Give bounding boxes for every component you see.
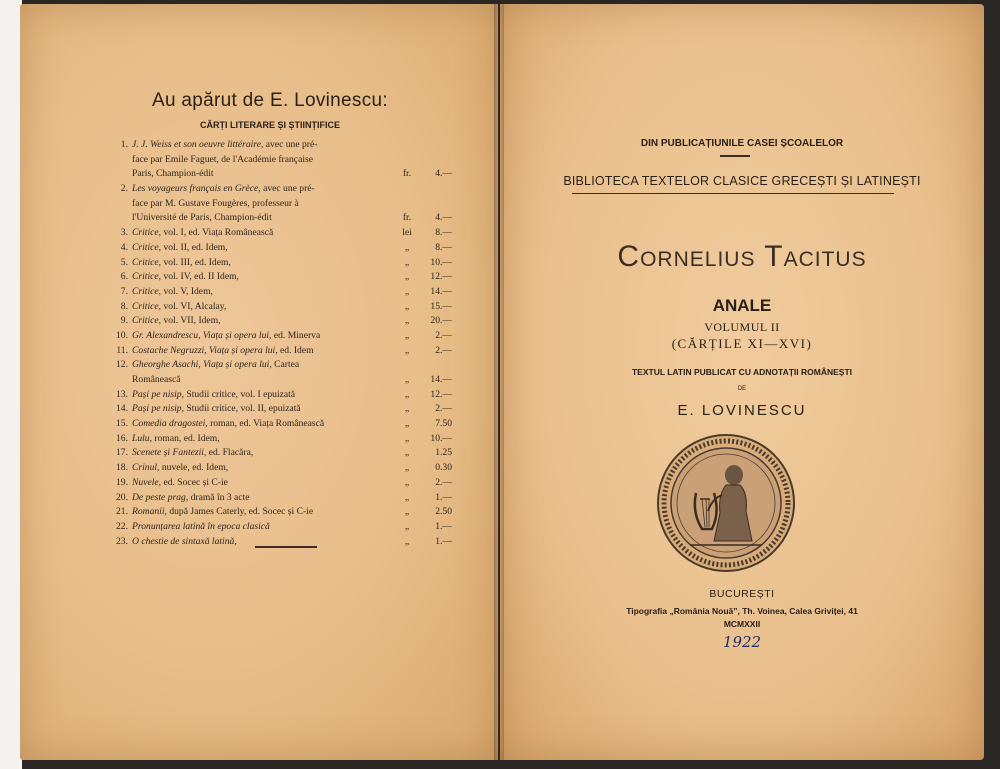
work-details: Românească [132, 374, 181, 385]
work-currency: „ [404, 520, 410, 532]
work-price: 1.— [435, 535, 452, 547]
work-number: 17. [116, 447, 128, 459]
work-title-italic: J. J. Weiss et son oeuvre littéraire, [132, 139, 264, 150]
work-details: vol. VII, Idem, [161, 315, 221, 327]
work-currency: „ [404, 256, 410, 268]
list-item [110, 476, 455, 491]
work-title-italic: Comedia dragostei, [132, 418, 208, 430]
works-list [110, 138, 455, 549]
work-title-italic: Les voyageurs français en Grèce, [132, 183, 261, 195]
list-item [110, 358, 455, 373]
work-details: vol. IV, ed. II Idem, [161, 271, 239, 283]
work-title [132, 388, 400, 403]
list-item [110, 153, 455, 168]
work-price: 15.— [430, 300, 452, 312]
list-item [110, 417, 455, 432]
list-item [110, 461, 455, 476]
work-title-italic: Pași pe nisip, [132, 403, 184, 415]
work-details: ed. Minerva [271, 329, 321, 341]
work-price: 2.— [435, 329, 452, 341]
work-title-italic: Critice, [132, 227, 162, 239]
handwritten-year: 1922 [722, 633, 762, 651]
work-number: 22. [116, 520, 128, 532]
work-title [132, 138, 400, 153]
work-number: 6. [120, 271, 128, 283]
work-title-italic: Critice, [132, 271, 162, 283]
editor-name: E. LOVINESCU [677, 402, 807, 419]
work-title-italic: Pronunțarea latină în epoca clasică [132, 520, 270, 532]
work-title [132, 153, 400, 168]
by-label: DE [737, 386, 747, 392]
work-title [132, 344, 400, 359]
left-page-title: Au apărut de E. Lovinescu: [152, 90, 388, 111]
work-title-italic: O chestie de sintaxă latină, [132, 535, 237, 547]
work-title-italic: Gheorghe Asachi, Viața și opera lui, [132, 359, 272, 371]
work-details: l'Université de Paris, Champion-édit [132, 212, 272, 224]
books-range: (CĂRȚILE XI—XVI) [671, 336, 813, 351]
library-underline [572, 193, 894, 194]
work-currency: „ [404, 271, 410, 283]
work-details: vol. II, ed. Idem, [161, 241, 228, 253]
work-number: 14. [116, 403, 128, 415]
work-title-italic: Romanii, [132, 506, 167, 518]
work-currency: „ [404, 300, 410, 312]
publisher-emblem-icon [656, 433, 796, 573]
work-title [132, 256, 400, 271]
work-price: 1.25 [435, 447, 452, 459]
work-price: 10.— [430, 256, 452, 268]
work-details: vol. III, ed. Idem, [161, 256, 231, 268]
work-details: face par Emile Faguet, de l'Académie française [132, 153, 313, 165]
work-details: face par M. Gustave Fougères, professeur à [132, 197, 299, 209]
work-number: 7. [120, 285, 128, 297]
list-item [110, 300, 455, 315]
work-details: ed. Flacăra, [206, 447, 254, 459]
work-title [132, 505, 400, 520]
work-title-italic: Nuvele, [132, 476, 162, 488]
work-title [132, 270, 400, 285]
work-currency: „ [404, 447, 410, 459]
work-title [132, 491, 400, 506]
work-number: 10. [116, 329, 128, 341]
work-price: 0.30 [435, 462, 452, 474]
work-details: Paris, Champion-édit [132, 168, 214, 180]
work-number: 12. [116, 359, 128, 371]
list-item [110, 344, 455, 359]
work-price: 1.— [435, 520, 452, 532]
work-price: 2.— [435, 403, 452, 415]
work-title [132, 226, 400, 241]
work-price: 8.— [435, 241, 452, 253]
list-item [110, 270, 455, 285]
work-number: 3. [120, 227, 128, 239]
list-item [110, 520, 455, 535]
list-item [110, 329, 455, 344]
work-currency: „ [404, 403, 410, 415]
work-number: 8. [120, 300, 128, 312]
work-number: 15. [116, 418, 128, 430]
list-item [110, 505, 455, 520]
work-number: 11. [116, 344, 128, 356]
work-currency: „ [404, 506, 410, 518]
publication-city: BUCUREȘTI [709, 588, 775, 600]
edition-note: TEXTUL LATIN PUBLICAT CU ADNOTAȚII ROMÂNEȘTI [631, 367, 853, 377]
work-title-italic: Critice, [132, 315, 162, 327]
work-number: 9. [120, 315, 128, 327]
list-item [110, 167, 455, 182]
work-price: 2.50 [435, 506, 452, 518]
work-title [132, 446, 400, 461]
list-item [110, 402, 455, 417]
work-price: 4.— [435, 168, 452, 180]
work-title [132, 358, 400, 373]
work-details: Studii critice, vol. II, epuizată [183, 403, 301, 415]
work-number: 5. [120, 256, 128, 268]
work-title-italic: Lulu, [132, 432, 152, 444]
list-item [110, 256, 455, 271]
work-currency: „ [404, 285, 410, 297]
list-item [110, 285, 455, 300]
work-currency: „ [404, 462, 410, 474]
work-price: 8.— [435, 227, 452, 239]
work-title [132, 167, 400, 182]
work-details: vol. VI, Alcalay, [161, 300, 227, 312]
list-item [110, 446, 455, 461]
work-details: nuvele, ed. Idem, [159, 462, 229, 474]
work-price: 20.— [430, 315, 452, 327]
work-title [132, 402, 400, 417]
work-details: Studii critice, vol. I epuizată [183, 388, 296, 400]
work-title [132, 329, 400, 344]
work-currency: „ [404, 491, 410, 503]
work-price: 14.— [430, 285, 452, 297]
list-item [110, 241, 455, 256]
work-currency: „ [404, 432, 410, 444]
work-number: 4. [120, 241, 128, 253]
work-currency: „ [404, 241, 410, 253]
work-number: 20. [116, 491, 128, 503]
library-name: BIBLIOTECA TEXTELOR CLASICE GRECEȘTI ȘI LATINEȘTI [563, 174, 921, 188]
work-currency: lei [402, 227, 412, 239]
work-title [132, 520, 400, 535]
list-item [110, 138, 455, 153]
work-currency: „ [404, 418, 410, 430]
list-item [110, 182, 455, 197]
list-item [110, 373, 455, 388]
work-title [132, 314, 400, 329]
work-number: 23. [116, 535, 128, 547]
work-details: avec une pré- [263, 139, 318, 150]
work-details: Cartea [271, 359, 300, 371]
work-details: dramă în 3 acte [188, 491, 250, 503]
work-title [132, 432, 400, 447]
work-title-italic: Scenete și Fantezii, [132, 447, 207, 459]
work-title-italic: Critice, [132, 256, 162, 268]
work-price: 10.— [430, 432, 452, 444]
work-currency: fr. [402, 212, 412, 224]
work-details: avec une pré- [260, 183, 315, 195]
work-currency: „ [404, 476, 410, 488]
author-name: Cornelius Tacitus [617, 240, 867, 273]
work-title-italic: Pași pe nisip, [132, 388, 184, 400]
work-currency: „ [404, 388, 410, 400]
work-currency: „ [404, 315, 410, 327]
work-number: 1. [120, 139, 128, 150]
series-name: DIN PUBLICAȚIUNILE CASEI ȘCOALELOR [640, 138, 844, 149]
work-details: roman, ed. Viața Românească [207, 418, 325, 430]
publication-year: MCMXXII [723, 619, 761, 629]
work-title-italic: Costache Negruzzi, Viața și opera lui, [132, 344, 278, 356]
work-price: 12.— [430, 388, 452, 400]
background-edge [0, 0, 22, 769]
work-details: după James Caterly, ed. Socec și C-ie [166, 506, 314, 518]
work-title [132, 476, 400, 491]
work-title-italic: Gr. Alexandrescu, Viața și opera lui, [132, 329, 272, 341]
work-currency: „ [404, 329, 410, 341]
list-item [110, 226, 455, 241]
work-number: 13. [116, 388, 128, 400]
work-number: 21. [116, 506, 128, 518]
work-currency: „ [404, 344, 410, 356]
work-price: 1.— [435, 491, 452, 503]
work-details: vol. V, Idem, [161, 285, 213, 297]
list-item [110, 314, 455, 329]
work-title-italic: Critice, [132, 300, 162, 312]
printer-line: Tipografia „România Nouă”, Th. Voinea, Calea Griviței, 41 [626, 606, 858, 616]
work-title [132, 182, 400, 197]
work-title [132, 211, 400, 226]
work-title-italic: Critice, [132, 241, 162, 253]
work-details: ed. Idem [277, 344, 314, 356]
list-item [110, 211, 455, 226]
work-currency: „ [404, 374, 410, 385]
work-title [132, 241, 400, 256]
work-title [132, 285, 400, 300]
work-currency: „ [404, 535, 410, 547]
work-number: 2. [120, 183, 128, 195]
work-title [132, 197, 400, 212]
series-divider [720, 155, 750, 157]
list-item [110, 491, 455, 506]
work-title-italic: De peste prag, [132, 491, 189, 503]
work-title-italic: Crinul, [132, 462, 160, 474]
work-price: 14.— [430, 374, 452, 385]
work-title [132, 373, 400, 388]
work-price: 2.— [435, 476, 452, 488]
work-details: vol. I, ed. Viața Românească [161, 227, 274, 239]
work-title-italic: Critice, [132, 285, 162, 297]
left-page-divider [255, 546, 317, 548]
work-number: 18. [116, 462, 128, 474]
work-currency: fr. [402, 168, 412, 180]
work-number: 19. [116, 476, 128, 488]
work-price: 12.— [430, 271, 452, 283]
work-title [132, 417, 400, 432]
list-item [110, 197, 455, 212]
work-details: ed. Socec și C-ie [161, 476, 228, 488]
work-price: 4.— [435, 212, 452, 224]
volume-label: VOLUMUL II [704, 320, 780, 334]
work-title [132, 461, 400, 476]
work-title [132, 300, 400, 315]
work-details: roman, ed. Idem, [152, 432, 220, 444]
work-title: ANALE [712, 296, 772, 315]
list-item [110, 388, 455, 403]
work-price: 2.— [435, 344, 452, 356]
work-number: 16. [116, 432, 128, 444]
list-item [110, 432, 455, 447]
work-price: 7.50 [435, 418, 452, 430]
left-page-subtitle: CĂRȚI LITERARE ȘI ȘTIINȚIFICE [199, 120, 340, 130]
